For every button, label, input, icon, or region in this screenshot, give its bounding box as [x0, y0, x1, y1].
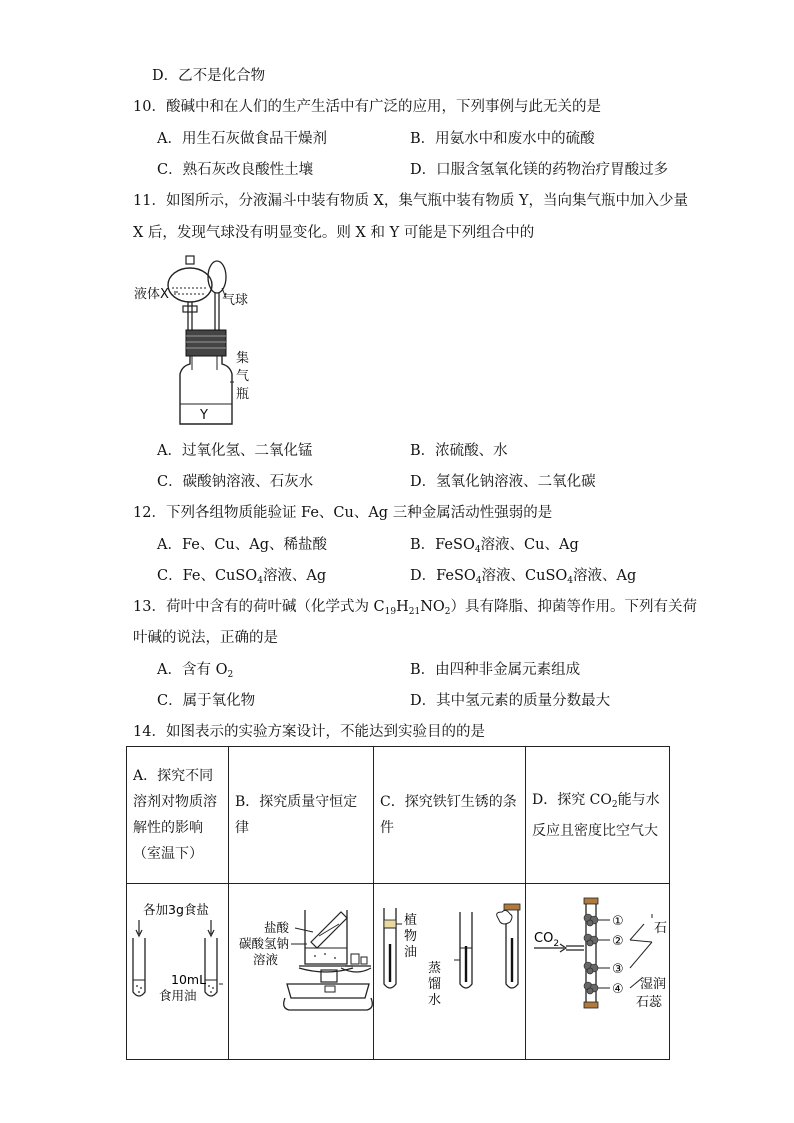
q12-stem: 12．下列各组物质能验证 Fe、Cu、Ag 三种金属活动性强弱的是	[133, 505, 553, 521]
q11-label-bottle-2: 气	[236, 369, 250, 384]
figa-label-salt: 各加3g食盐	[143, 902, 209, 917]
figb-label-acid: 盐酸	[264, 920, 290, 935]
q13-stem-line1: 13．荷叶中含有的荷叶碱（化学式为 $C_{19}H_{21}NO_2$）具有降脂、抑菌等作用。下列有关荷	[133, 599, 698, 617]
q14-header-d: D．探究 $CO_2$能与水 反应且密度比空气大	[526, 747, 670, 884]
figb-label-solution: 溶液	[253, 952, 279, 967]
figc-label-water-3: 水	[428, 993, 442, 1008]
q14-header-b: B．探究质量守恒定律	[229, 747, 374, 884]
figc-label-oil-2: 物	[404, 929, 418, 944]
q11-label-balloon: 气球	[222, 293, 249, 308]
q11-stem-line1: 11．如图所示，分液漏斗中装有物质 X，集气瓶中装有物质 Y，当向集气瓶中加入少量	[133, 193, 689, 209]
q14-figure-a	[127, 884, 229, 1060]
q10-option-d: D．口服含氢氧化镁的药物治疗胃酸过多	[410, 162, 669, 178]
q11-option-c: C．碳酸钠溶液、石灰水	[157, 474, 314, 490]
q11-label-y: Y	[200, 408, 208, 423]
q14-figure-b	[229, 884, 374, 1060]
q14-figure-d	[526, 884, 670, 1060]
q12-option-a: A．Fe、Cu、Ag、稀盐酸	[157, 537, 328, 553]
q11-apparatus-figure	[130, 252, 270, 432]
q11-option-a: A．过氧化氢、二氧化锰	[157, 443, 313, 459]
figc-label-oil-1: 植	[404, 913, 418, 928]
figd-label-1: ①	[612, 914, 624, 929]
q14-experiment-table	[126, 746, 670, 1060]
figc-label-oil-3: 油	[404, 945, 418, 960]
q11-stem-line2: X 后，发现气球没有明显变化。则 X 和 Y 可能是下列组合中的	[133, 225, 535, 241]
q10-stem: 10．酸碱中和在人们的生产生活中有广泛的应用，下列事例与此无关的是	[133, 99, 601, 115]
q11-option-d: D．氢氧化钠溶液、二氧化碳	[410, 474, 596, 490]
figd-label-co2: $CO_2$	[534, 931, 560, 949]
q12-option-d: D．FeSO$_4$溶液、CuSO$_4$溶液、Ag	[410, 568, 637, 586]
figd-label-2: ②	[612, 934, 624, 949]
q14-header-a: A．探究不同 溶剂对物质溶 解性的影响 （室温下）	[127, 747, 229, 884]
q12-option-c: C．Fe、CuSO$_4$溶液、Ag	[157, 568, 327, 586]
figc-label-water-2: 馏	[428, 977, 442, 992]
q14-figure-c	[374, 884, 526, 1060]
q10-option-a: A．用生石灰做食品干燥剂	[157, 131, 327, 147]
q14-stem: 14．如图表示的实验方案设计，不能达到实验目的的是	[133, 724, 485, 740]
q13-option-d: D．其中氢元素的质量分数最大	[410, 693, 611, 709]
q11-label-liquid-x: 液体X	[134, 287, 169, 302]
figc-label-water-1: 蒸	[428, 961, 442, 976]
q14-header-c: C．探究铁钉生锈的条 件	[374, 747, 526, 884]
q13-option-c: C．属于氧化物	[157, 693, 256, 709]
figd-label-4: ④	[612, 982, 624, 997]
q10-option-b: B．用氨水中和废水中的硫酸	[410, 131, 595, 147]
figb-label-bicarbonate: 碳酸氢钠	[239, 936, 290, 951]
figd-label-litmus: 石	[654, 921, 668, 936]
figd-label-litmus-2: 石蕊	[636, 995, 663, 1010]
q11-label-bottle-1: 集	[236, 351, 250, 366]
q13-option-b: B．由四种非金属元素组成	[410, 662, 581, 678]
q11-label-bottle-3: 瓶	[236, 387, 250, 402]
q13-option-a: A．含有 $O_2$	[157, 662, 234, 680]
q13-stem-line2: 叶碱的说法，正确的是	[133, 630, 278, 646]
q11-option-b: B．浓硫酸、水	[410, 443, 508, 459]
figd-label-3: ③	[612, 962, 624, 977]
figa-label-10ml: 10mL	[171, 972, 207, 987]
figa-label-oil: 食用油	[159, 988, 197, 1003]
q10-option-c: C．熟石灰改良酸性土壤	[157, 162, 314, 178]
figd-label-wet: 湿润	[640, 977, 667, 992]
q9-option-d: D．乙不是化合物	[152, 68, 266, 84]
q12-option-b: B．FeSO$_4$溶液、Cu、Ag	[410, 537, 579, 555]
